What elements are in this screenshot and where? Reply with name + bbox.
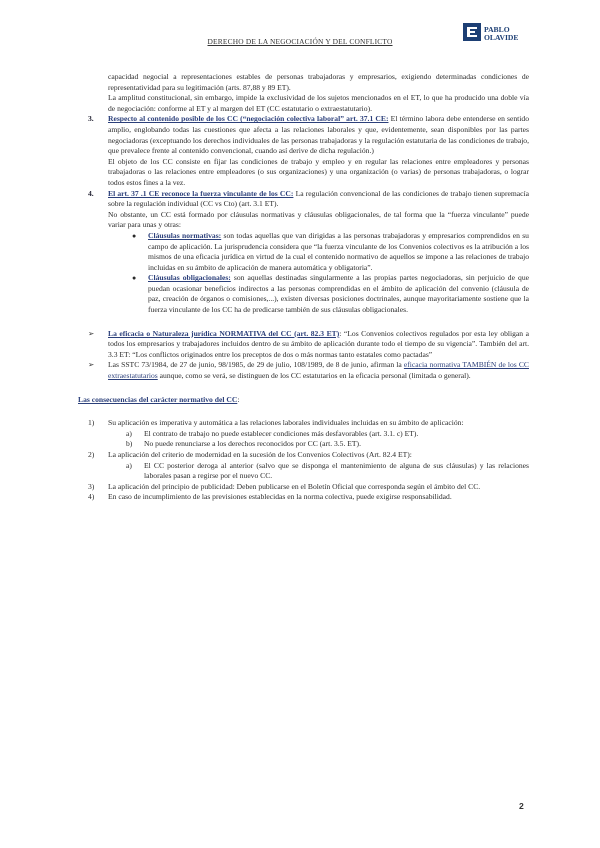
item-4-paragraph [108, 189, 529, 210]
list-text: No puede renunciarse a los derechos reconocidos por CC (art. 3.5. ET). [144, 439, 361, 449]
consequence-subitem [78, 461, 529, 482]
list-text: El CC posterior deroga al anterior (salvo que se disponga el mantenimiento de alguna de sus cláusulas) y las relaciones laborales pasan a regirse por el nuevo CC. [144, 460, 529, 481]
intro-paragraph-1: capacidad negocial a representaciones estables de personas trabajadoras y empresarios, exigiendo determinadas condiciones de representatividad para su legitimación (arts. 87,88 y 89 ET). [108, 72, 529, 92]
arrow-item-2 [78, 360, 529, 381]
bullet-paragraph [148, 273, 529, 315]
list-letter: a) [126, 428, 132, 438]
consequence-subitem [78, 429, 529, 440]
arrow-paragraph-2 [108, 360, 529, 381]
arrow-2-text-after: aunque, como se verá, se distinguen de los CC estatutarios en la eficacia personal (limitada o general). [157, 371, 471, 381]
list-text: La aplicación del criterio de modernidad en la sucesión de los Convenios Colectivos (Art. 82.4 ET): [108, 450, 412, 459]
bullet-icon: ● [132, 274, 137, 283]
item-3-heading: Respecto al contenido posible de los CC (“negociación colectiva laboral” art. 37.1 CE: [108, 114, 389, 124]
item-4-heading: El art. 37 .1 CE reconoce la fuerza vinculante de los CC: [108, 188, 294, 198]
document-body [78, 72, 529, 503]
arrow-paragraph-1 [108, 329, 529, 361]
bullet-label: Cláusulas normativas: [148, 230, 222, 240]
intro-paragraph-2: La amplitud constitucional, sin embargo, impide la exclusividad de los sujetos mencionados en el ET, lo que ha producido una doble vía de negociación: conforme al ET y al margen del ET (CC estatutario o extraestatutario). [108, 93, 529, 113]
list-number: 4) [88, 492, 95, 502]
list-number: 2) [88, 450, 95, 459]
list-letter: b) [126, 439, 133, 449]
list-number: 1) [88, 418, 95, 428]
consequence-item [78, 450, 529, 461]
list-text: Su aplicación es imperativa y automática a las relaciones laborales individuales incluidas en su ámbito de aplicación: [108, 418, 464, 428]
university-logo [462, 22, 532, 52]
item-3-text: El término labora debe entenderse en sentido amplio, englobando todas las cuestiones que afecta a las relaciones laborales y que, evidentemente, sean disponibles por las partes negociadoras (exceptuando los derechos individuales de las personas trabajadoras y la regulación estatutaria de las condiciones de trabajo, que prevalece frente al contenido convencional, cuando así derive de dicha regulación.) [108, 114, 529, 156]
arrow-bullet-icon: ➢ [88, 360, 95, 370]
list-number: 3) [88, 481, 95, 491]
item-4 [78, 189, 529, 231]
item-4-paragraph-2: No obstante, un CC está formado por cláusulas normativas y cláusulas obligacionales, de tal forma que la “fuerza vinculante” puede variar para unas y otras: [108, 209, 529, 230]
bullet-label: Cláusulas obligacionales: [148, 273, 231, 283]
consequences-heading [78, 395, 529, 406]
consequences-title: Las consecuencias del carácter normativo del CC [78, 394, 238, 404]
bullet-icon: ● [132, 231, 137, 240]
arrow-1-text: : “Los Convenios colectivos regulados por esta ley obligan a todos los empresarios y trabajadores incluidos dentro de su ámbito de aplicación durante todo el tiempo de su vigencia”. También del art. 3.3 ET: “Los conflictos originados entre los preceptos de dos o más normas tanto estatales como pactadas” [108, 328, 529, 359]
logo-wordmark [484, 26, 518, 42]
arrow-2-text-before: Las SSTC 73/1984, de 27 de junio, 98/1985, de 29 de julio, 108/1989, de 8 de junio, afirman la [108, 360, 404, 370]
logo-emblem-icon [462, 22, 482, 42]
item-4-text: La regulación convencional de las condiciones de trabajo tienen supremacía sobre la regulación individual (CC vs Cto) (art. 3.1 ET). [108, 188, 530, 209]
bullet-item [78, 231, 529, 273]
consequences-title-suffix: : [237, 394, 240, 404]
bullet-item [78, 273, 529, 315]
bullet-text: son todas aquellas que van dirigidas a las personas trabajadoras y empresarios comprendidos en su campo de aplicación. La jurisprudencia considera que “la fuerza vinculante de los Convenios colectivos es la atribución a los mismos de una eficacia jurídica en virtud de la cual el contenido normativo de aquellos se impone a las relaciones de trabajo incluidas en su ámbito de aplicación de manera automática y obligatoria”. [148, 230, 529, 272]
bullet-text: son aquellas destinadas singularmente a las propias partes negociadoras, sin perjuicio de que puedan ocasionar beneficios indirectos a las personas comprendidas en el ámbito de aplicación del convenio (cláusula de paz, creación de órganos o comisiones,...), existen diversas posiciones doctrinales, aunque mayoritariamente sostiene que la fuerza vinculante de los CC ha de predicarse también de sus cláusulas obligacionales. [148, 273, 529, 315]
arrow-1-heading: La eficacia o Naturaleza jurídica NORMATIVA del CC (art. 82.3 ET) [108, 328, 340, 338]
item-3-paragraph-2: El objeto de los CC consiste en fijar las condiciones de trabajo y empleo y en regular las relaciones entre empleadores y personas trabajadoras o las relaciones entre empleadores (o sus organizaciones) y una organización (o varias) de personas trabajadoras, o lograr todos estos fines a la vez. [108, 156, 529, 187]
item-4-number: 4. [88, 188, 94, 198]
item-3-paragraph [108, 114, 529, 156]
consequence-subitem [78, 439, 529, 450]
bullet-paragraph [148, 231, 529, 273]
consequence-item [78, 492, 529, 503]
list-text: En caso de incumplimiento de las previsiones establecidas en la norma colectiva, puede exigirse responsabilidad. [108, 492, 452, 502]
arrow-bullet-icon: ➢ [88, 328, 95, 338]
item-3-number: 3. [88, 114, 94, 124]
logo-line-2: OLAVIDE [484, 33, 519, 42]
list-text: La aplicación del principio de publicidad: Deben publicarse en el Boletín Oficial que corresponda según el ámbito del CC. [108, 481, 481, 491]
header-title: DERECHO DE LA NEGOCIACIÓN Y DEL CONFLICTO [207, 37, 393, 46]
logo-line-1: PABLO [484, 25, 510, 34]
arrow-2-link: eficacia normativa TAMBIÉN de los CC extraestatutarios [108, 360, 529, 381]
arrow-item-1 [78, 329, 529, 361]
consequence-item [78, 418, 529, 429]
consequence-item [78, 482, 529, 493]
list-letter: a) [126, 460, 132, 470]
item-3 [78, 114, 529, 188]
page-number: 2 [519, 801, 524, 811]
list-text: El contrato de trabajo no puede establecer condiciones más desfavorables (art. 3.1. c) ET). [144, 428, 419, 438]
